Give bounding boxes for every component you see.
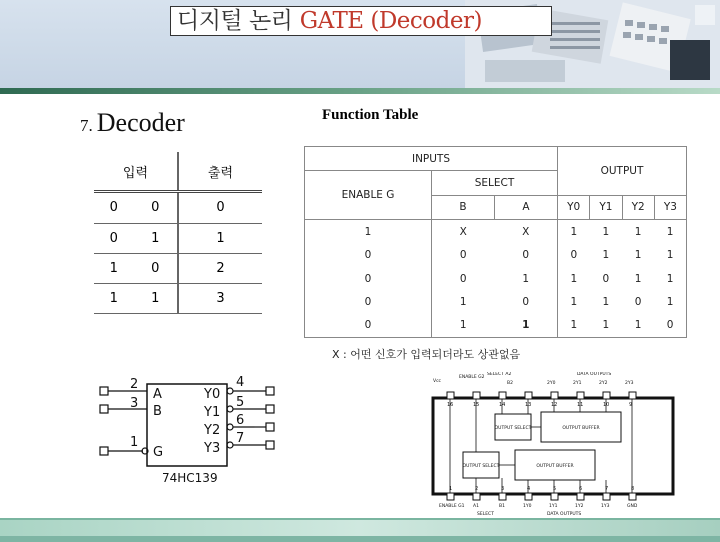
table-row	[305, 244, 687, 267]
section-number: 7.	[80, 116, 93, 135]
input-socket	[100, 447, 108, 455]
table-cell: 0	[134, 253, 178, 283]
pin-number: 8	[631, 486, 635, 492]
pin-number: 15	[473, 402, 480, 408]
bottom-label: 1Y1	[549, 504, 558, 509]
slide-title-english: GATE (Decoder)	[299, 8, 482, 34]
pin-number: 12	[551, 402, 558, 408]
bottom-label: 1Y3	[601, 504, 610, 509]
truth-header-input: 입력	[94, 152, 178, 192]
block-label: OUTPUT BUFFER	[536, 464, 574, 469]
pin-number: 4	[527, 486, 531, 492]
chip-name: 74HC139	[162, 471, 218, 485]
bottom-label: A1	[473, 504, 479, 509]
table-cell: 1	[495, 267, 558, 290]
table-cell: 0	[178, 192, 262, 224]
table-cell: 0	[570, 249, 578, 262]
output-socket	[266, 405, 274, 413]
table-cell: 1	[305, 220, 432, 244]
col-y2-header: Y2	[622, 195, 654, 219]
output-socket	[266, 387, 274, 395]
top-label: 2Y3	[625, 381, 634, 386]
bottom-label: ENABLE G1	[439, 504, 465, 509]
table-cell: 0	[305, 290, 432, 313]
table-cell: 1	[602, 249, 610, 262]
table-cell: 3	[178, 283, 262, 313]
bottom-group-label: SELECT	[477, 512, 494, 517]
table-cell: 0	[305, 244, 432, 267]
pin-number: 10	[603, 402, 610, 408]
table-cell: 1	[602, 295, 610, 308]
table-row	[94, 192, 262, 224]
bottom-label: GND	[627, 504, 638, 509]
output-header: OUTPUT	[558, 147, 687, 196]
footer-band	[0, 518, 720, 542]
enable-header: ENABLE G	[305, 171, 432, 220]
pin-number: 6	[579, 486, 583, 492]
table-cell: 1	[432, 314, 495, 338]
pin-number: 6	[236, 413, 245, 428]
function-table	[304, 146, 687, 338]
table-cell: 1	[570, 225, 578, 238]
pin-number: 2	[475, 486, 479, 492]
pin-number: 1	[449, 486, 453, 492]
table-cell: 0	[654, 314, 686, 338]
pin-number: 13	[525, 402, 532, 408]
pin-number: 9	[629, 402, 633, 408]
pin-number: 3	[130, 396, 139, 411]
output-bubble	[227, 442, 233, 448]
table-row	[305, 290, 687, 313]
output-label: Y1	[204, 405, 221, 420]
table-cell: 1	[654, 220, 686, 244]
block-label: OUTPUT SELECT	[462, 464, 500, 469]
table-cell: 1	[495, 314, 558, 338]
col-y3-header: Y3	[654, 195, 686, 219]
footer-shade	[0, 536, 720, 542]
truth-table	[94, 152, 262, 314]
top-label: 2Y0	[547, 381, 556, 386]
pin-number: 1	[130, 435, 139, 450]
col-b-header: B	[432, 195, 495, 219]
input-socket	[100, 405, 108, 413]
table-cell: 1	[94, 283, 134, 313]
table-cell: 1	[94, 253, 134, 283]
table-cell: 0	[459, 249, 467, 262]
output-bubble	[227, 424, 233, 430]
function-table-header-row	[305, 147, 687, 171]
top-label: ENABLE G2	[459, 375, 485, 380]
top-label: SELECT A2	[487, 372, 512, 377]
table-cell: 1	[570, 295, 578, 308]
pin-number: 2	[130, 377, 139, 392]
input-socket	[100, 387, 108, 395]
col-a-header: A	[495, 195, 558, 219]
dont-care-note: X : 어떤 신호가 입력되더라도 상관없음	[332, 348, 521, 361]
input-label: B	[153, 404, 162, 419]
table-cell: 1	[570, 272, 578, 285]
table-row	[305, 267, 687, 290]
pin-number: 16	[447, 402, 454, 408]
table-cell: 1	[654, 244, 686, 267]
inputs-header: INPUTS	[305, 147, 558, 171]
table-cell: 0	[305, 314, 432, 338]
table-cell: 1	[654, 267, 686, 290]
table-cell: X	[495, 220, 558, 244]
table-cell: 1	[634, 225, 642, 238]
bottom-label: B1	[499, 504, 505, 509]
table-cell: 1	[558, 314, 590, 338]
table-cell: 1	[654, 290, 686, 313]
table-cell: 0	[94, 223, 134, 253]
table-cell: 1	[634, 272, 642, 285]
bottom-label: 1Y0	[523, 504, 532, 509]
table-cell: 1	[178, 223, 262, 253]
table-row	[94, 253, 262, 283]
table-row	[305, 220, 687, 244]
table-cell: 1	[602, 225, 610, 238]
header-divider-band	[0, 88, 720, 94]
pin-number: 5	[236, 395, 245, 410]
pin-number: 5	[553, 486, 557, 492]
table-cell: 0	[495, 290, 558, 313]
pin-number: 11	[577, 402, 584, 408]
output-label: Y0	[204, 387, 221, 402]
table-cell: 0	[634, 295, 642, 308]
output-label: Y3	[204, 441, 221, 456]
output-label: Y2	[204, 423, 221, 438]
output-bubble	[227, 406, 233, 412]
section-title: Decoder	[96, 108, 185, 137]
table-cell: 0	[495, 244, 558, 267]
table-cell: X	[459, 225, 467, 238]
col-y0-header: Y0	[558, 195, 590, 219]
pin-number: 7	[605, 486, 609, 492]
input-label: A	[153, 387, 162, 402]
block-label: OUTPUT SELECT	[494, 426, 532, 431]
table-cell: 1	[134, 223, 178, 253]
pin-number: 7	[236, 431, 245, 446]
bottom-group-label: DATA OUTPUTS	[547, 512, 582, 517]
pin-number: 3	[501, 486, 505, 492]
slide-title-korean: 디지털 논리	[177, 8, 293, 34]
output-bubble	[227, 388, 233, 394]
table-cell: 1	[590, 314, 622, 338]
select-header: SELECT	[432, 171, 558, 195]
decoder-chip-symbol	[94, 372, 284, 490]
block-label: OUTPUT BUFFER	[562, 426, 600, 431]
output-socket	[266, 441, 274, 449]
table-row	[305, 314, 687, 338]
truth-table-header-row	[94, 152, 262, 192]
table-cell: 1	[622, 314, 654, 338]
table-cell: 0	[134, 192, 178, 224]
table-cell: 0	[94, 192, 134, 224]
slide-title	[170, 6, 552, 36]
input-label: G	[153, 445, 164, 460]
slide-header	[0, 0, 720, 88]
pin-number: 14	[499, 402, 506, 408]
table-cell: 1	[459, 295, 467, 308]
pinout-diagram	[425, 372, 687, 518]
pin-number: 4	[236, 375, 245, 390]
table-cell: 1	[134, 283, 178, 313]
function-table-label: Function Table	[322, 107, 419, 123]
table-cell: 2	[178, 253, 262, 283]
table-cell: 1	[634, 249, 642, 262]
output-socket	[266, 423, 274, 431]
top-label: Vcc	[433, 379, 442, 384]
top-label: 2Y2	[599, 381, 608, 386]
table-cell: 0	[459, 272, 467, 285]
table-row	[94, 223, 262, 253]
table-row	[94, 283, 262, 313]
section-heading	[80, 108, 185, 138]
table-cell: 0	[602, 272, 610, 285]
bottom-label: 1Y2	[575, 504, 584, 509]
table-cell: 0	[305, 267, 432, 290]
top-label: B2	[507, 381, 513, 386]
top-label: 2Y1	[573, 381, 582, 386]
col-y1-header: Y1	[590, 195, 622, 219]
truth-header-output: 출력	[178, 152, 262, 192]
top-label: DATA OUTPUTS	[577, 372, 612, 377]
